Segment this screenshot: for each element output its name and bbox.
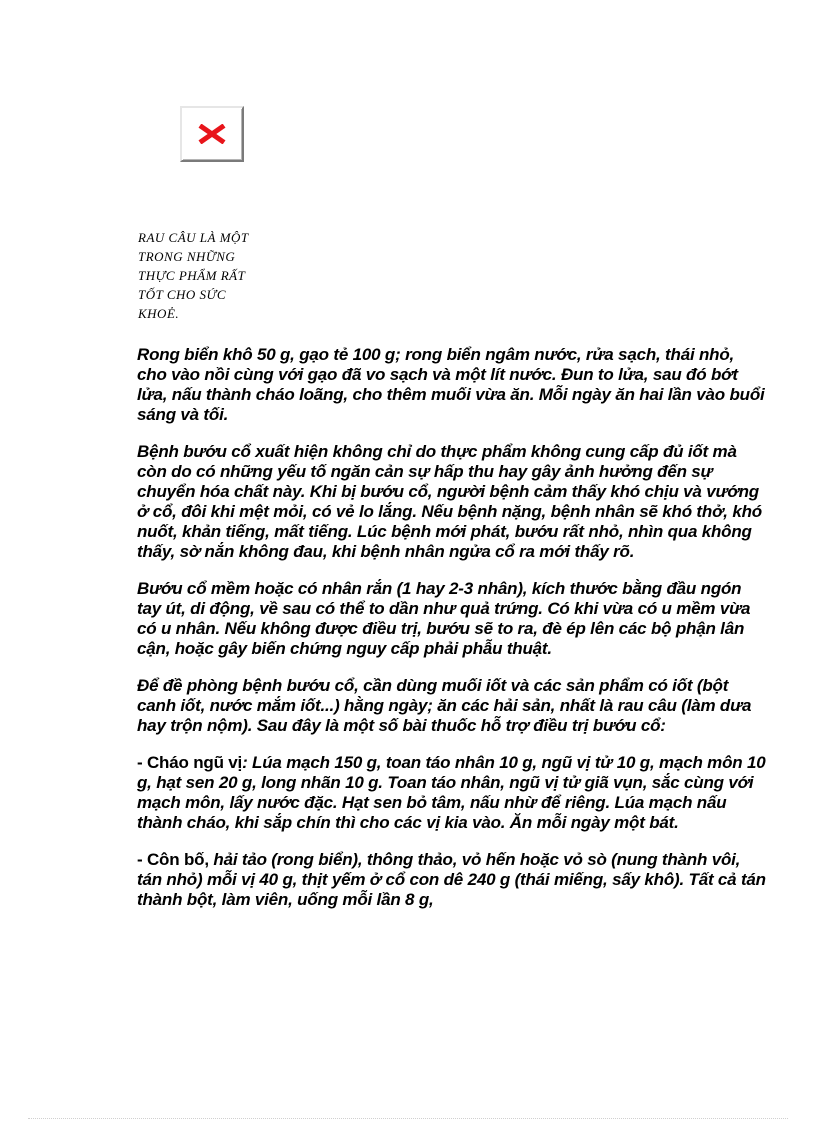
remedy-herbs-text: hải tảo (rong biển), thông thảo, vỏ hến hoặc vỏ sò (nung thành vôi, tán nhỏ) mỗi vị 40 g, thịt yếm ở cổ con dê 240 g (thái miếng, sấy khô). Tất cả tán thành bột, làm viên, uống mỗi lần 8 g,: [137, 850, 766, 909]
remedy-herbs-label: - Côn bố,: [137, 850, 209, 869]
paragraph-remedy-porridge: [137, 753, 767, 833]
page-bottom-divider: [28, 1118, 788, 1119]
paragraph-goiter-cause: Bệnh bướu cổ xuất hiện không chỉ do thực phẩm không cung cấp đủ iốt mà còn do có những yếu tố ngăn cản sự hấp thu hay gây ảnh hưởng đến sự chuyển hóa chất này. Khi bị bướu cổ, người bệnh cảm thấy khó chịu và vướng ở cổ, đôi khi mệt mỏi, có vẻ lo lắng. Nếu bệnh nặng, bệnh nhân sẽ khó thở, khó nuốt, khản tiếng, mất tiếng. Lúc bệnh mới phát, bướu rất nhỏ, nhìn qua không thấy, sờ nắn không đau, khi bệnh nhân ngửa cổ ra mới thấy rõ.: [137, 442, 762, 561]
image-caption: RAU CÂU LÀ MỘT TRONG NHỮNG THỰC PHẨM RẤT TỐT CHO SỨC KHOẺ.: [138, 230, 249, 321]
remedy-porridge-text: : Lúa mạch 150 g, toan táo nhân 10 g, ngũ vị tử 10 g, mạch môn 10 g, hạt sen 20 g, long nhãn 10 g. Toan táo nhân, ngũ vị tử giã vụn, sắc cùng với mạch môn, lấy nước đặc. Hạt sen bỏ tâm, nấu nhừ để riêng. Lúa mạch nấu thành cháo, khi sắp chín thì cho các vị kia vào. Ăn mỗi ngày một bát.: [137, 753, 766, 832]
paragraph-recipe-seaweed: Rong biển khô 50 g, gạo tẻ 100 g; rong biển ngâm nước, rửa sạch, thái nhỏ, cho vào nồi cùng với gạo đã vo sạch và một lít nước. Đun to lửa, sau đó bớt lửa, nấu thành cháo loãng, cho thêm muối vừa ăn. Mỗi ngày ăn hai lần vào buổi sáng và tối.: [137, 345, 765, 424]
paragraph-remedy-herbs: [137, 850, 767, 910]
paragraph-goiter-symptoms: Bướu cổ mềm hoặc có nhân rắn (1 hay 2-3 nhân), kích thước bằng đầu ngón tay út, di động, về sau có thể to dần như quả trứng. Có khi vừa có u mềm vừa có u nhân. Nếu không được điều trị, bướu sẽ to ra, đè ép lên các bộ phận lân cận, hoặc gây biến chứng nguy cấp phải phẫu thuật.: [137, 579, 751, 658]
paragraph-prevention: Để đề phòng bệnh bướu cổ, cần dùng muối iốt và các sản phẩm có iốt (bột canh iốt, nước mắm iốt...) hằng ngày; ăn các hải sản, nhất là rau câu (làm dưa hay trộn nộm). Sau đây là một số bài thuốc hỗ trợ điều trị bướu cổ:: [137, 676, 752, 735]
article-body: [137, 345, 767, 927]
red-x-icon: [198, 124, 226, 144]
broken-image-placeholder: [180, 106, 244, 162]
remedy-porridge-label: - Cháo ngũ vị: [137, 753, 243, 772]
